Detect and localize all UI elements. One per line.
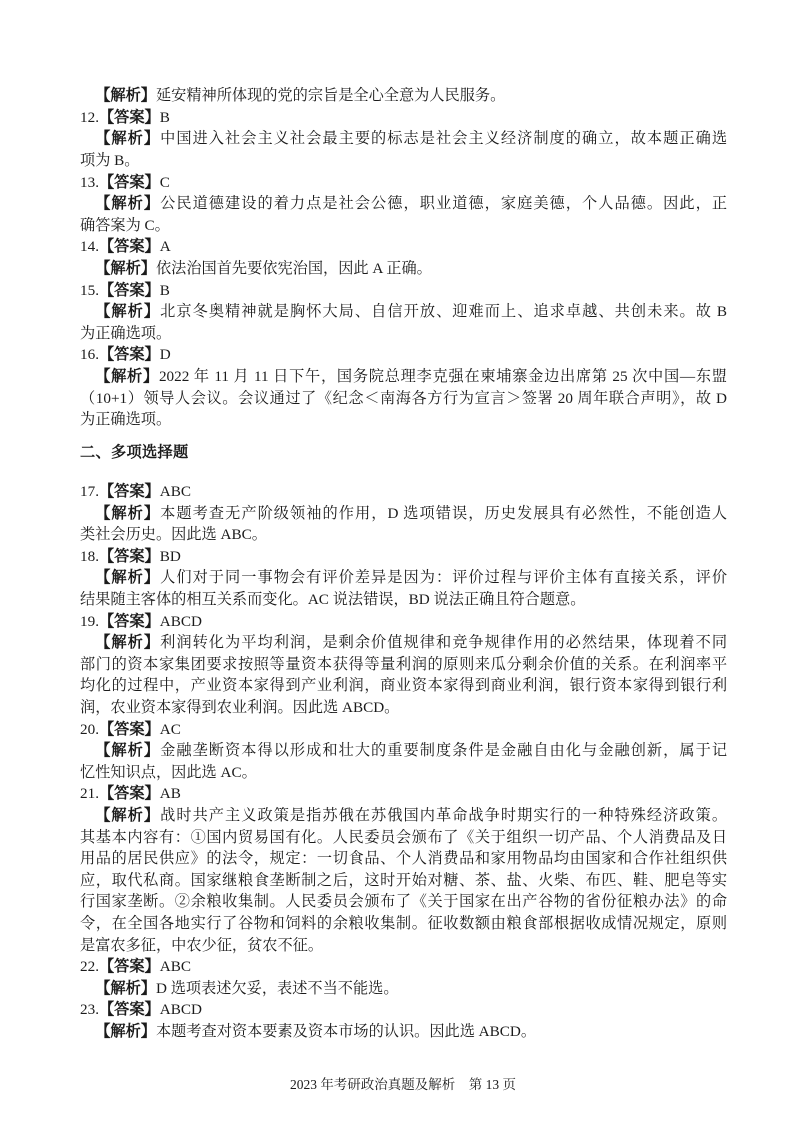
question-15: [80, 280, 727, 345]
analysis-line: 行国家垄断。②余粮收集制。人民委员会颁布了《关于国家在出产谷物的省份征粮办法》的命: [80, 893, 727, 911]
analysis-label: 【解析】: [95, 259, 156, 277]
analysis-text: 本题考查对资本要素及资本市场的认识。因此选 ABCD。: [155, 1022, 537, 1040]
question-18: [80, 546, 727, 611]
question-12: [80, 107, 727, 172]
analysis-line: [80, 193, 727, 215]
analysis-line: 用品的居民供应》的法令，规定：一切食品、个人消费品和家用物品均由国家和合作社组织供: [80, 850, 727, 868]
analysis-line: [80, 85, 727, 107]
analysis-label: 【解析】: [95, 303, 161, 321]
analysis-line: [80, 740, 727, 762]
question-21: [80, 783, 727, 956]
analysis-line: [80, 503, 727, 525]
analysis-label: 【解析】: [95, 367, 159, 385]
analysis-line: 应，取代私商。国家继粮食垄断制之后，这时开始对糖、茶、盐、火柴、布匹、鞋、肥皂等实: [80, 871, 727, 889]
analysis-line: 令，在全国各地实行了谷物和饲料的余粮收集制。征收数额由粮食部根据收成情况规定，原则: [80, 914, 727, 932]
analysis-line: 部门的资本家集团要求按照等量资本获得等量利润的原则来瓜分剩余价值的关系。在利润率平: [80, 655, 727, 673]
question-number: 22.: [80, 958, 99, 976]
question-number: 14.: [80, 238, 99, 256]
analysis-line: 其基本内容有：①国内贸易国有化。人民委员会颁布了《关于组织一切产品、个人消费品及日: [80, 828, 727, 846]
answer-label: 【答案】: [98, 173, 160, 191]
question-number: 16.: [80, 346, 99, 364]
question-22: [80, 956, 727, 999]
answer-line: [80, 611, 727, 633]
analysis-text: 延安精神所体现的党的宗旨是全心全意为人民服务。: [155, 87, 506, 105]
answer-value: D: [159, 346, 171, 364]
answer-label: 【答案】: [98, 785, 160, 803]
analysis-label: 【解析】: [95, 1022, 156, 1040]
analysis-text: 金融垄断资本得以形成和壮大的重要制度条件是金融自由化与金融创新，属于记: [160, 742, 728, 760]
analysis-line: 是富农多征，中农少征，贫农不征。: [80, 936, 323, 954]
analysis-text: 人们对于同一事物会有评价差异是因为：评价过程与评价主体有直接关系，评价: [160, 569, 728, 587]
analysis-text: D 选项表述欠妥，表述不当不能选。: [155, 979, 399, 997]
answer-line: [80, 481, 727, 503]
analysis-line: [80, 366, 727, 388]
question-number: 15.: [80, 281, 99, 299]
analysis-line: 为正确选项。: [80, 324, 172, 342]
question-14: [80, 236, 727, 279]
question-16: [80, 344, 727, 430]
answer-value: ABC: [159, 483, 191, 501]
analysis-line: 类社会历史。因此选 ABC。: [80, 526, 267, 544]
question-number: 13.: [80, 173, 99, 191]
answer-line: [80, 280, 727, 302]
question-number: 17.: [80, 483, 99, 501]
analysis-text: 战时共产主义政策是指苏俄在苏俄国内革命战争时期实行的一种特殊经济政策。: [160, 806, 728, 824]
question-11-continued: [80, 85, 727, 107]
answer-value: BD: [159, 547, 181, 565]
analysis-text: 本题考查无产阶级领袖的作用，D 选项错误，历史发展具有必然性，不能创造人: [160, 504, 727, 522]
analysis-line: （10+1）领导人会议。会议通过了《纪念＜南海各方行为宣言＞签署 20 周年联合声明》，故 D: [80, 389, 727, 407]
answer-label: 【答案】: [98, 612, 160, 630]
analysis-line: 确答案为 C。: [80, 216, 170, 234]
analysis-label: 【解析】: [95, 634, 161, 652]
analysis-line: [80, 805, 727, 827]
answer-line: [80, 107, 727, 129]
question-number: 18.: [80, 547, 99, 565]
answer-label: 【答案】: [98, 1001, 160, 1019]
analysis-label: 【解析】: [95, 569, 161, 587]
question-23: [80, 999, 727, 1042]
answer-value: ABCD: [159, 1001, 202, 1019]
question-number: 20.: [80, 720, 99, 738]
section-title: 二、多项选择题: [80, 444, 189, 462]
question-number: 21.: [80, 785, 99, 803]
analysis-label: 【解析】: [95, 195, 161, 213]
answer-line: [80, 719, 727, 741]
question-13: [80, 172, 727, 237]
answer-line: [80, 999, 727, 1021]
question-number: 19.: [80, 612, 99, 630]
analysis-text: 利润转化为平均利润，是剩余价值规律和竞争规律作用的必然结果，体现着不同: [160, 634, 728, 652]
analysis-line: [80, 1021, 727, 1043]
answer-label: 【答案】: [98, 108, 160, 126]
answer-line: [80, 546, 727, 568]
analysis-text: 北京冬奥精神就是胸怀大局、自信开放、迎难而上、追求卓越、共创未来。故 B: [160, 303, 727, 321]
answer-line: [80, 783, 727, 805]
analysis-label: 【解析】: [95, 130, 161, 148]
answer-label: 【答案】: [98, 281, 160, 299]
answer-value: ABC: [159, 958, 191, 976]
answer-value: A: [159, 238, 171, 256]
analysis-line: 结果随主客体的相互关系而变化。AC 说法错误，BD 说法正确且符合题意。: [80, 591, 586, 609]
analysis-line: 项为 B。: [80, 151, 140, 169]
answer-label: 【答案】: [98, 720, 160, 738]
answer-value: AB: [159, 785, 181, 803]
question-number: 12.: [80, 108, 99, 126]
analysis-label: 【解析】: [95, 87, 156, 105]
analysis-label: 【解析】: [95, 742, 161, 760]
analysis-label: 【解析】: [95, 979, 156, 997]
answer-value: B: [159, 108, 170, 126]
analysis-line: [80, 632, 727, 654]
document-page: [80, 85, 727, 1042]
analysis-label: 【解析】: [95, 504, 161, 522]
answer-label: 【答案】: [98, 958, 160, 976]
answer-value: B: [159, 281, 170, 299]
analysis-text: 中国进入社会主义社会最主要的标志是社会主义经济制度的确立，故本题正确选: [160, 130, 728, 148]
analysis-line: [80, 567, 727, 589]
analysis-line: 润，农业资本家得到农业利润。因此选 ABCD。: [80, 699, 400, 716]
answer-value: AC: [159, 720, 181, 738]
analysis-line: [80, 258, 727, 280]
question-number: 23.: [80, 1001, 99, 1019]
question-19: [80, 611, 727, 719]
analysis-line: 忆性知识点，因此选 AC。: [80, 763, 257, 781]
answer-label: 【答案】: [98, 238, 160, 256]
question-20: [80, 719, 727, 784]
answer-label: 【答案】: [98, 547, 160, 565]
analysis-line: [80, 128, 727, 150]
analysis-line: 为正确选项。: [80, 411, 172, 429]
answer-value: ABCD: [159, 612, 202, 630]
analysis-text: 公民道德建设的着力点是社会公德，职业道德，家庭美德，个人品德。因此，正: [160, 195, 728, 213]
analysis-line: [80, 301, 727, 323]
analysis-label: 【解析】: [95, 806, 161, 824]
answer-line: [80, 172, 727, 194]
question-17: [80, 481, 727, 546]
page-footer: 2023 年考研政治真题及解析 第 13 页: [289, 1077, 517, 1092]
answer-line: [80, 236, 727, 258]
analysis-text: 2022 年 11 月 11 日下午，国务院总理李克强在柬埔寨金边出席第 25 次中国—东盟: [158, 367, 727, 385]
answer-line: [80, 344, 727, 366]
analysis-text: 依法治国首先要依宪治国，因此 A 正确。: [155, 259, 432, 277]
answer-label: 【答案】: [98, 346, 160, 364]
answer-line: [80, 956, 727, 978]
answer-label: 【答案】: [98, 483, 160, 501]
analysis-line: [80, 978, 727, 1000]
answer-value: C: [159, 173, 170, 191]
analysis-line: 均化的过程中，产业资本家得到产业利润，商业资本家得到商业利润，银行资本家得到银行利: [80, 677, 727, 695]
